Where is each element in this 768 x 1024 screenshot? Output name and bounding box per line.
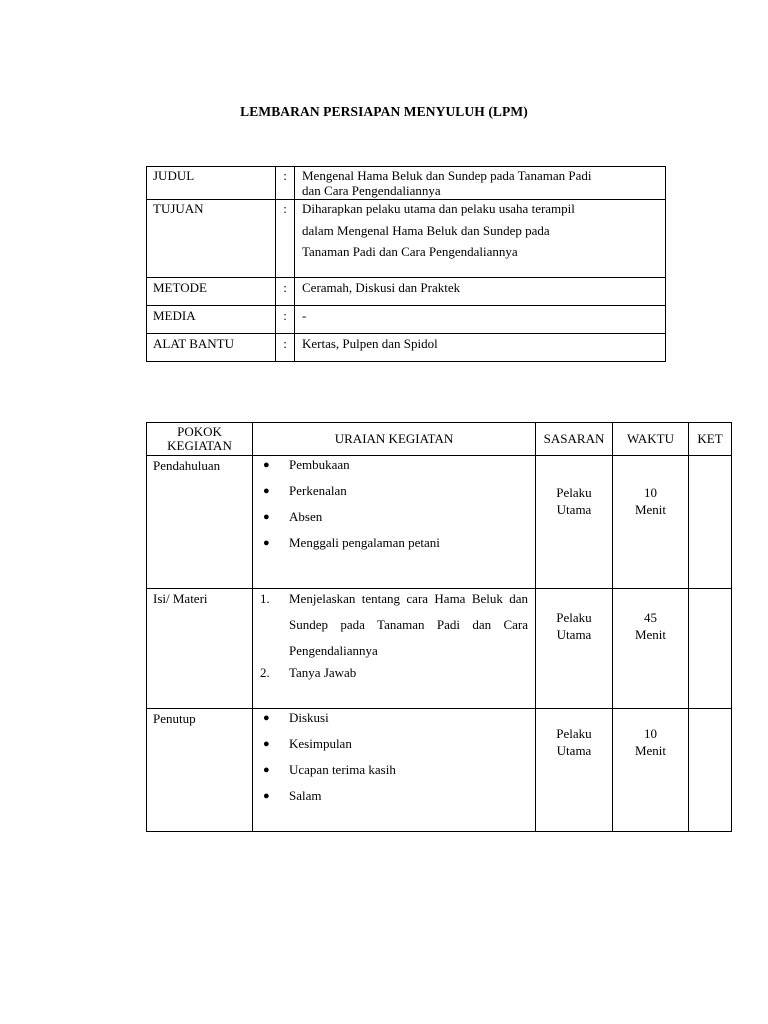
activity-row-pendahuluan xyxy=(147,456,732,589)
info-row-media xyxy=(147,306,666,334)
list-item xyxy=(253,708,535,734)
alat-bantu-label: ALAT BANTU xyxy=(147,334,276,362)
media-colon: : xyxy=(276,306,295,334)
judul-value-line: Mengenal Hama Beluk dan Sundep pada Tanaman Padi xyxy=(302,168,592,183)
list-item xyxy=(253,734,535,760)
list-item-text: Salam xyxy=(289,788,322,803)
info-row-judul xyxy=(147,167,666,200)
waktu-cell xyxy=(613,456,689,589)
tujuan-colon: : xyxy=(276,200,295,278)
info-row-alat-bantu xyxy=(147,334,666,362)
header-pokok-kegiatan xyxy=(147,423,253,456)
judul-colon: : xyxy=(276,167,295,200)
bullet-icon: ● xyxy=(263,485,270,497)
activity-row-isi-materi xyxy=(147,589,732,709)
judul-value-line: dan Cara Pengendaliannya xyxy=(302,183,441,198)
numbered-item-text: Menjelaskan tentang cara Hama Beluk dan Sundep pada Tanaman Padi dan Cara Pengendaliannya xyxy=(289,591,528,658)
bullet-icon: ● xyxy=(263,738,270,750)
waktu-cell xyxy=(613,589,689,709)
uraian-cell xyxy=(253,709,536,832)
list-item-text: Perkenalan xyxy=(289,483,347,498)
header-pokok-line: KEGIATAN xyxy=(167,438,232,453)
header-uraian-kegiatan: URAIAN KEGIATAN xyxy=(253,423,536,456)
metode-value: Ceramah, Diskusi dan Praktek xyxy=(295,278,666,306)
sasaran-line: Utama xyxy=(556,502,592,517)
header-sasaran: SASARAN xyxy=(536,423,613,456)
list-item xyxy=(253,533,535,559)
numbered-item-text: Tanya Jawab xyxy=(289,665,357,680)
waktu-line: 10 xyxy=(644,726,657,741)
waktu-line: Menit xyxy=(634,502,667,517)
info-row-tujuan xyxy=(147,200,666,278)
pokok-cell: Penutup xyxy=(147,709,253,832)
media-label: MEDIA xyxy=(147,306,276,334)
sasaran-line: Pelaku xyxy=(556,610,592,625)
uraian-cell xyxy=(253,456,536,589)
list-item xyxy=(253,760,535,786)
metode-label: METODE xyxy=(147,278,276,306)
tujuan-label: TUJUAN xyxy=(147,200,276,278)
bullet-icon: ● xyxy=(263,764,270,776)
list-item-text: Absen xyxy=(289,509,323,524)
list-item xyxy=(253,507,535,533)
activity-table xyxy=(146,422,732,832)
list-item-text: Diskusi xyxy=(289,710,329,725)
sasaran-line: Pelaku xyxy=(556,485,592,500)
uraian-cell xyxy=(253,589,536,709)
ket-cell xyxy=(689,456,732,589)
list-item-text: Menggali pengalaman petani xyxy=(289,535,440,550)
ket-cell xyxy=(689,589,732,709)
info-table xyxy=(146,166,666,362)
waktu-cell xyxy=(613,709,689,832)
document-title: LEMBARAN PERSIAPAN MENYULUH (LPM) xyxy=(240,104,528,119)
ket-cell xyxy=(689,709,732,832)
waktu-line: 45 xyxy=(644,610,657,625)
item-number: 1. xyxy=(260,591,270,606)
activity-row-penutup xyxy=(147,709,732,832)
sasaran-line: Pelaku xyxy=(556,726,592,741)
header-ket: KET xyxy=(689,423,732,456)
alat-bantu-value: Kertas, Pulpen dan Spidol xyxy=(295,334,666,362)
item-number: 2. xyxy=(260,665,270,680)
bullet-icon: ● xyxy=(263,712,270,724)
sasaran-cell xyxy=(536,709,613,832)
alat-bantu-colon: : xyxy=(276,334,295,362)
waktu-line: 10 xyxy=(644,485,657,500)
list-item xyxy=(253,481,535,507)
list-item xyxy=(253,455,535,481)
waktu-line: Menit xyxy=(634,743,667,758)
info-row-metode xyxy=(147,278,666,306)
list-item-text: Kesimpulan xyxy=(289,736,352,751)
numbered-item xyxy=(253,663,535,683)
bullet-icon: ● xyxy=(263,511,270,523)
tujuan-value xyxy=(295,200,666,278)
bullet-icon: ● xyxy=(263,459,270,471)
bullet-icon: ● xyxy=(263,537,270,549)
tujuan-value-line: Tanaman Padi dan Cara Pengendaliannya xyxy=(302,244,518,259)
header-waktu: WAKTU xyxy=(613,423,689,456)
judul-label: JUDUL xyxy=(147,167,276,200)
list-item-text: Pembukaan xyxy=(289,457,350,472)
numbered-item xyxy=(253,586,535,664)
metode-colon: : xyxy=(276,278,295,306)
sasaran-line: Utama xyxy=(556,743,592,758)
sasaran-cell xyxy=(536,456,613,589)
media-value: - xyxy=(295,306,666,334)
activity-header-row xyxy=(147,423,732,456)
pokok-cell: Pendahuluan xyxy=(147,456,253,589)
header-pokok-line: POKOK xyxy=(177,424,222,439)
bullet-icon: ● xyxy=(263,790,270,802)
judul-value xyxy=(295,167,666,200)
list-item-text: Ucapan terima kasih xyxy=(289,762,396,777)
tujuan-value-line: Diharapkan pelaku utama dan pelaku usaha terampil xyxy=(302,201,575,216)
sasaran-line: Utama xyxy=(556,627,592,642)
list-item xyxy=(253,786,535,812)
waktu-line: Menit xyxy=(634,627,667,642)
tujuan-value-line: dalam Mengenal Hama Beluk dan Sundep pada xyxy=(302,222,550,238)
pokok-cell: Isi/ Materi xyxy=(147,589,253,709)
sasaran-cell xyxy=(536,589,613,709)
